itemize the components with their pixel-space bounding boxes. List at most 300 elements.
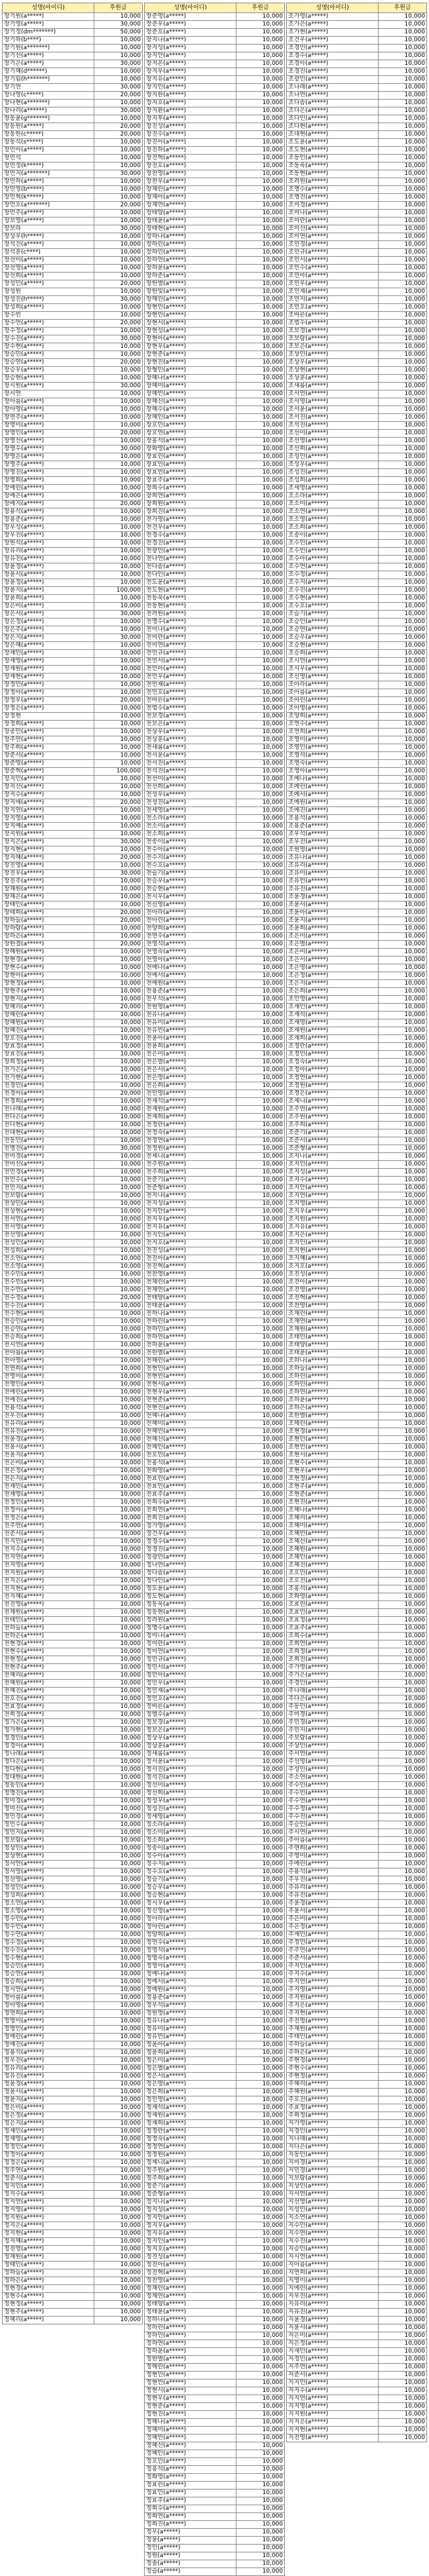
table-row [145, 2458, 285, 2466]
donation-amount: 10,000 [94, 1617, 143, 1625]
donor-name: 조한별(a*****) [287, 1412, 379, 1420]
table-row [3, 532, 143, 540]
donation-amount: 10,000 [379, 162, 427, 170]
table-row [145, 320, 285, 328]
donor-name: 정동현(a*****) [145, 1609, 236, 1617]
table-row [3, 2191, 143, 2199]
table-row [145, 1420, 285, 1428]
donor-name: 조혜원(a*****) [287, 1546, 379, 1554]
donation-amount: 10,000 [94, 1955, 143, 1963]
donation-amount: 10,000 [379, 1908, 427, 1916]
donation-amount: 10,000 [236, 390, 285, 398]
donor-name: 전현수(a*****) [3, 1648, 94, 1656]
table-row [3, 1420, 143, 1428]
donor-name: 장기정(dm*******) [3, 29, 94, 37]
table-row [3, 1806, 143, 1813]
table-row [145, 2151, 285, 2159]
donation-amount: 10,000 [379, 1145, 427, 1153]
donor-name: 장현아(a*****) [3, 972, 94, 980]
donation-amount: 10,000 [94, 1735, 143, 1743]
donor-name: 장종민(a*****) [3, 729, 94, 736]
donor-name: 장지혜(a*****) [3, 854, 94, 862]
donation-amount: 10,000 [236, 2293, 285, 2301]
table-row [145, 296, 285, 304]
table-row [287, 2324, 427, 2332]
table-row [145, 1672, 285, 1680]
table-row [3, 2301, 143, 2309]
donor-name: 정슬기(a*****) [145, 1876, 236, 1884]
donor-name: 장현준(a*****) [145, 351, 236, 359]
table-row [145, 1562, 285, 1570]
donation-amount: 10,000 [236, 618, 285, 626]
donation-amount: 10,000 [379, 477, 427, 485]
donor-name: 정성진(a*****) [145, 1806, 236, 1813]
table-row [287, 1523, 427, 1530]
donor-name: 조진혁(a*****) [287, 1295, 379, 1302]
donor-name: 장보영(a*****) [3, 218, 94, 225]
donation-amount: 10,000 [236, 1530, 285, 1538]
donation-amount: 10,000 [94, 1758, 143, 1766]
table-row [3, 218, 143, 225]
table-row [287, 595, 427, 603]
table-row [145, 1845, 285, 1853]
table-row [145, 1098, 285, 1106]
table-row [3, 933, 143, 941]
donor-name: 조경수(a*****) [287, 52, 379, 60]
table-row [3, 1350, 143, 1357]
donor-name: 장민지(a*******) [3, 170, 94, 178]
donation-amount: 10,000 [94, 1766, 143, 1774]
table-row [287, 1593, 427, 1601]
table-row [145, 1971, 285, 1979]
table-row [287, 823, 427, 831]
donation-amount: 10,000 [236, 681, 285, 689]
table-row [145, 84, 285, 92]
donation-amount: 10,000 [94, 540, 143, 548]
donor-name: 장지선(a*****) [3, 784, 94, 791]
table-row [287, 2222, 427, 2230]
table-row [145, 2427, 285, 2434]
donor-name: 정미란(a*****) [145, 1640, 236, 1648]
donor-name: 전도윤(a*****) [145, 579, 236, 587]
donor-name: 정정은(a*****) [3, 2159, 94, 2167]
donation-amount: 10,000 [236, 2151, 285, 2159]
table-row [287, 1035, 427, 1043]
donor-name: 조선희(a*****) [287, 445, 379, 453]
donation-amount: 10,000 [236, 1523, 285, 1530]
donor-name: 조상현(a*****) [287, 367, 379, 375]
donation-amount: 10,000 [236, 2057, 285, 2065]
donor-name: 정희연(a*****) [145, 2513, 236, 2521]
donor-name: 조지유(a*****) [287, 1224, 379, 1232]
donor-name: 장윤경(a*****) [3, 563, 94, 571]
donation-amount: 10,000 [379, 2238, 427, 2246]
table-row [3, 1923, 143, 1931]
table-row [287, 1939, 427, 1947]
donation-amount: 10,000 [379, 2057, 427, 2065]
donor-name: 전소영(a*****) [3, 1263, 94, 1271]
donor-name: 정하연(a*****) [145, 2340, 236, 2348]
donation-amount: 10,000 [379, 563, 427, 571]
donor-name: 전효주(a*****) [145, 1491, 236, 1499]
donor-name: 전아름(a*****) [3, 1350, 94, 1357]
donation-amount: 10,000 [379, 210, 427, 218]
donation-amount: 10,000 [379, 1931, 427, 1939]
donor-name: 장효주(a*****) [145, 477, 236, 485]
donation-amount: 10,000 [236, 1758, 285, 1766]
donor-name: 전범수(a*****) [145, 705, 236, 713]
donor-name: 전수정(a*****) [3, 1295, 94, 1302]
table-row [287, 658, 427, 666]
table-row [3, 768, 143, 776]
table-row [145, 587, 285, 595]
donation-amount: 10,000 [236, 697, 285, 705]
donation-amount: 20,000 [94, 697, 143, 705]
donation-amount: 10,000 [236, 1900, 285, 1908]
donation-amount: 10,000 [379, 257, 427, 265]
donation-amount: 10,000 [379, 430, 427, 438]
donor-name: 정서윤(a*****) [145, 1758, 236, 1766]
table-row [287, 705, 427, 713]
table-row [145, 2214, 285, 2222]
donor-name: 장효정(a*****) [3, 1043, 94, 1051]
donor-name: 주승민(a*****) [287, 1821, 379, 1829]
table-row [145, 1122, 285, 1129]
donation-amount: 10,000 [94, 744, 143, 752]
donor-name: 전승연(a*****) [3, 1326, 94, 1334]
donor-name: 정현수(a*****) [3, 2293, 94, 2301]
donor-name: 조현빈(a*****) [287, 1444, 379, 1452]
donation-amount: 10,000 [379, 45, 427, 52]
table-row [3, 964, 143, 972]
table-row [3, 540, 143, 548]
table-row [145, 901, 285, 909]
table-row [145, 1656, 285, 1664]
table-row [3, 288, 143, 296]
donation-amount: 10,000 [236, 1821, 285, 1829]
table-row [287, 697, 427, 705]
donor-name: 정수빈(a*****) [3, 1923, 94, 1931]
donor-name: 전인영(a*****) [145, 1090, 236, 1098]
donation-amount: 10,000 [94, 1247, 143, 1255]
donor-name: 전우진(a*****) [3, 1412, 94, 1420]
table-row [3, 233, 143, 241]
donation-amount: 10,000 [94, 1114, 143, 1122]
donation-amount: 10,000 [94, 571, 143, 579]
donor-name: 정진성(a*****) [145, 2254, 236, 2262]
table-row [145, 1082, 285, 1090]
table-row [145, 147, 285, 155]
table-row [287, 1633, 427, 1640]
table-row [145, 2285, 285, 2293]
donor-name: 장희연(a*****) [145, 493, 236, 501]
donor-name: 정지혜(a*****) [3, 2238, 94, 2246]
donation-amount: 10,000 [236, 1129, 285, 1137]
table-row [287, 1672, 427, 1680]
header-amount: 후원금 [94, 3, 143, 13]
donation-amount: 10,000 [94, 2089, 143, 2096]
donor-name: 정주원(a*****) [145, 2167, 236, 2175]
donation-amount: 10,000 [236, 210, 285, 218]
table-row [287, 1145, 427, 1153]
donor-name: 주유리(a*****) [287, 1884, 379, 1892]
table-row [3, 320, 143, 328]
donation-amount: 10,000 [236, 501, 285, 508]
table-row [287, 1617, 427, 1625]
donation-amount: 10,000 [379, 1153, 427, 1161]
table-row [287, 1609, 427, 1617]
table-row [287, 799, 427, 807]
table-row [3, 1074, 143, 1082]
donation-amount: 10,000 [236, 422, 285, 430]
table-row [3, 1963, 143, 1971]
donor-name: 전지연(a*****) [3, 1554, 94, 1562]
donation-amount: 10,000 [236, 2167, 285, 2175]
donor-name: 장지한(a*****) [145, 92, 236, 100]
table-row [145, 2372, 285, 2379]
table-row [287, 13, 427, 21]
donation-amount: 10,000 [94, 265, 143, 273]
table-row [3, 312, 143, 320]
donor-name: 전시우(a*****) [145, 894, 236, 901]
donor-name: 정새롬(a*****) [145, 1751, 236, 1758]
table-row [287, 933, 427, 941]
donor-name: 전정민(a*****) [3, 1499, 94, 1507]
table-row [145, 2136, 285, 2144]
donation-amount: 10,000 [236, 233, 285, 241]
donation-amount: 10,000 [94, 807, 143, 815]
table-row [3, 1067, 143, 1074]
table-row [145, 1397, 285, 1405]
table-row [287, 1475, 427, 1483]
donation-amount: 10,000 [379, 1397, 427, 1405]
donor-name: 전진영(a*****) [3, 1601, 94, 1609]
donor-name: 장영주(a*****) [3, 461, 94, 469]
donor-name: 전미나(a*****) [145, 626, 236, 634]
donation-amount: 10,000 [236, 1208, 285, 1216]
donor-name: 정주연(a*****) [3, 2167, 94, 2175]
donor-name: 전민규(a*****) [145, 650, 236, 658]
table-row [3, 1719, 143, 1727]
table-row [287, 343, 427, 351]
table-row [287, 1122, 427, 1129]
donor-name: 전유리(a*****) [3, 1420, 94, 1428]
donor-name: 정선미(a*****) [145, 1782, 236, 1790]
table-row [145, 595, 285, 603]
table-row [287, 2183, 427, 2191]
donation-amount: 10,000 [236, 178, 285, 186]
donation-amount: 10,000 [379, 84, 427, 92]
donation-amount: 10,000 [236, 13, 285, 21]
table-row [3, 1192, 143, 1200]
donor-name: 장현지(a*****) [3, 996, 94, 1004]
donor-name: 조찬영(a*****) [287, 1302, 379, 1310]
table-row [145, 1908, 285, 1916]
donor-name: 전한별(a*****) [145, 1350, 236, 1357]
donation-amount: 30,000 [94, 84, 143, 92]
table-row [3, 1829, 143, 1837]
donor-name: 장영선(a*****) [3, 438, 94, 445]
table-row [3, 925, 143, 933]
donation-amount: 10,000 [379, 1916, 427, 1923]
table-row [3, 477, 143, 485]
table-row [3, 1035, 143, 1043]
donation-amount: 10,000 [94, 1892, 143, 1900]
table-row [287, 2301, 427, 2309]
table-row [287, 815, 427, 823]
table-row [145, 1994, 285, 2002]
donor-name: 전재석(a*****) [145, 1098, 236, 1106]
donor-name: 전호진(a*****) [3, 1695, 94, 1703]
donor-name: 주지현(a*****) [287, 2010, 379, 2018]
table-row [287, 1027, 427, 1035]
donor-name: 정현주(a*****) [3, 2309, 94, 2317]
donor-name: 조정원(a*****) [287, 1082, 379, 1090]
table-row [3, 2136, 143, 2144]
table-row [145, 1153, 285, 1161]
donation-amount: 10,000 [236, 1153, 285, 1161]
table-row [3, 1460, 143, 1468]
table-row [287, 791, 427, 799]
table-row [3, 2277, 143, 2285]
donation-amount: 10,000 [236, 1798, 285, 1806]
table-row [3, 147, 143, 155]
table-row [145, 2065, 285, 2073]
table-row [287, 571, 427, 579]
table-row [145, 917, 285, 925]
donor-name: 장보라 [3, 225, 94, 233]
table-row [145, 563, 285, 571]
table-row [3, 351, 143, 359]
donor-name: 전시연(a*****) [3, 1342, 94, 1350]
donation-amount: 10,000 [94, 2222, 143, 2230]
table-row [287, 1546, 427, 1554]
donation-amount: 10,000 [94, 2269, 143, 2277]
donation-amount: 10,000 [236, 359, 285, 367]
donor-name: 장진아(a*****) [145, 139, 236, 147]
table-row [145, 1578, 285, 1585]
table-row [3, 343, 143, 351]
table-row [287, 1491, 427, 1499]
table-row [3, 257, 143, 265]
donation-amount: 10,000 [236, 52, 285, 60]
table-row [145, 2073, 285, 2081]
donor-name: 정민지(a*****) [3, 1829, 94, 1837]
table-row [287, 241, 427, 249]
table-row [3, 76, 143, 84]
donation-amount: 10,000 [94, 1350, 143, 1357]
donor-name: 전경민(a*****) [3, 1082, 94, 1090]
table-row [3, 1153, 143, 1161]
table-row [3, 972, 143, 980]
donor-name: 장희수(a*****) [145, 485, 236, 493]
table-row [287, 233, 427, 241]
header-name: 성명(아이디) [145, 3, 236, 13]
table-row [287, 461, 427, 469]
donation-amount: 10,000 [94, 1412, 143, 1420]
donation-amount: 10,000 [379, 933, 427, 941]
table-row [145, 280, 285, 288]
donor-name: 조예린(a*****) [287, 784, 379, 791]
donation-amount: 10,000 [236, 1979, 285, 1986]
donation-amount: 10,000 [379, 1279, 427, 1287]
donor-name: 조수호(a*****) [287, 603, 379, 611]
table-row [145, 508, 285, 516]
donation-amount: 10,000 [379, 501, 427, 508]
table-row [3, 1570, 143, 1578]
table-row [3, 729, 143, 736]
table-row [3, 650, 143, 658]
table-row [145, 2104, 285, 2112]
donor-name: 전선미(a*****) [145, 776, 236, 784]
donor-name: 조신영(a*****) [287, 673, 379, 681]
donation-amount: 10,000 [236, 532, 285, 540]
donation-amount: 10,000 [379, 2262, 427, 2269]
donation-amount: 10,000 [94, 2309, 143, 2317]
table-row [287, 1129, 427, 1137]
donation-amount: 10,000 [379, 2183, 427, 2191]
donor-name: 조유빈(a*****) [287, 878, 379, 886]
donor-name: 장수현(a*****) [3, 343, 94, 351]
donor-name: 정하늘(a*****) [3, 2269, 94, 2277]
donor-name: 지수연(a*****) [287, 2230, 379, 2238]
donation-amount: 30,000 [94, 170, 143, 178]
donation-amount: 10,000 [236, 1082, 285, 1090]
donation-amount: 10,000 [94, 1861, 143, 1868]
donation-amount: 10,000 [94, 776, 143, 784]
table-row [3, 1625, 143, 1633]
donor-name: 전희진(a*****) [145, 1515, 236, 1523]
table-header [287, 3, 427, 13]
table-row [3, 1318, 143, 1326]
donation-amount: 10,000 [379, 1711, 427, 1719]
donor-name: 장진주(a*****) [3, 878, 94, 886]
donor-name: 정려원(a*****) [145, 1617, 236, 1625]
donation-amount: 10,000 [94, 1947, 143, 1955]
donor-name: 지시연(a*****) [287, 2254, 379, 2262]
table-row [145, 532, 285, 540]
donation-amount: 100,000 [94, 587, 143, 595]
donation-amount: 10,000 [379, 1837, 427, 1845]
donor-name: 조아름(a*****) [287, 689, 379, 697]
donation-amount: 10,000 [236, 2222, 285, 2230]
donation-amount: 10,000 [379, 115, 427, 123]
table-row [3, 406, 143, 414]
table-row [145, 2222, 285, 2230]
donor-name: 정상현(a*****) [3, 1853, 94, 1861]
table-row [3, 1798, 143, 1806]
donor-name: 주서연(a*****) [287, 1751, 379, 1758]
donation-amount: 10,000 [94, 689, 143, 697]
donation-amount: 10,000 [236, 194, 285, 202]
donation-amount: 10,000 [379, 1012, 427, 1019]
donor-name: 조주원(a*****) [287, 1114, 379, 1122]
donation-amount: 10,000 [379, 422, 427, 430]
donor-name: 장희정(a*****) [3, 1059, 94, 1067]
donation-amount: 10,000 [379, 2324, 427, 2332]
table-row [145, 92, 285, 100]
donation-amount: 10,000 [94, 2151, 143, 2159]
donor-name: 정정아(a*****) [3, 2151, 94, 2159]
donor-name: 전우석(a*****) [145, 996, 236, 1004]
donation-amount: 10,000 [236, 76, 285, 84]
table-row [287, 2372, 427, 2379]
donation-amount: 10,000 [379, 2317, 427, 2324]
donation-amount: 10,000 [379, 626, 427, 634]
table-row [145, 1751, 285, 1758]
donor-name: 조정은(a*****) [287, 1090, 379, 1098]
donation-amount: 10,000 [236, 1538, 285, 1546]
